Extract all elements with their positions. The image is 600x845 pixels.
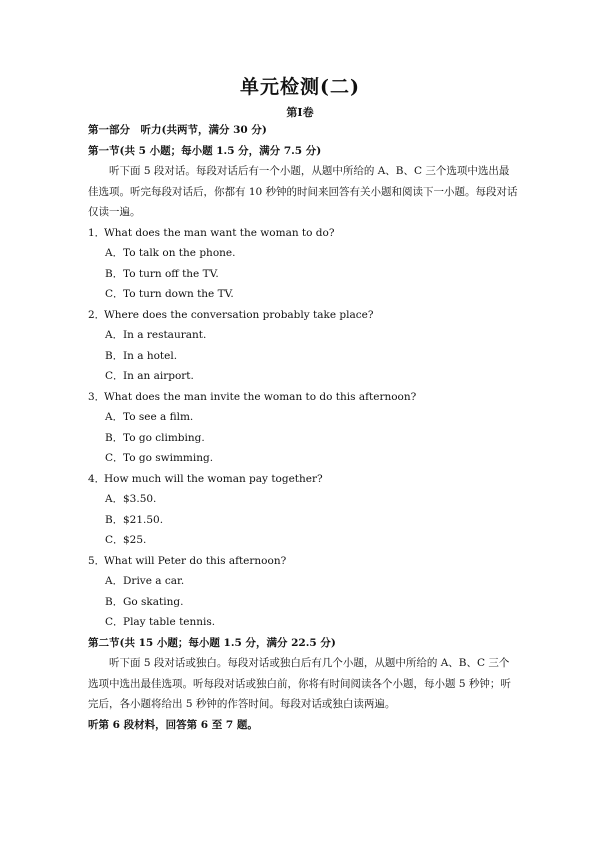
answer-option bbox=[88, 489, 520, 510]
answer-option bbox=[88, 264, 520, 285]
page-title: 单元检测(二) bbox=[240, 76, 360, 98]
option-letter: C． bbox=[105, 452, 124, 464]
answer-option bbox=[88, 243, 520, 264]
section1-heading: 第一节(共 5 小题；每小题 1.5 分，满分 7.5 分) bbox=[88, 144, 322, 157]
answer-option bbox=[88, 284, 520, 305]
option-letter: B． bbox=[105, 513, 124, 526]
section1-instructions-line: 佳选项。听完每段对话后，你都有 10 秒钟的时间来回答有关小题和阅读下一小题。每段对话 bbox=[88, 185, 518, 198]
question-text: What will Peter do this afternoon? bbox=[104, 554, 287, 567]
option-text: To go climbing. bbox=[123, 431, 205, 444]
option-text: Drive a car. bbox=[123, 575, 185, 587]
option-letter: A． bbox=[105, 329, 124, 341]
option-text: To go swimming. bbox=[123, 452, 214, 464]
option-text: In a restaurant. bbox=[123, 329, 207, 341]
question-number: 2． bbox=[88, 308, 106, 321]
option-text: $21.50. bbox=[123, 513, 164, 526]
answer-option bbox=[88, 571, 520, 592]
question-text: What does the man want the woman to do? bbox=[104, 226, 335, 239]
question-number: 5． bbox=[88, 554, 106, 567]
volume-label: 第Ⅰ卷 bbox=[286, 106, 314, 119]
section1-instructions-line: 仅读一遍。 bbox=[88, 206, 141, 218]
option-text: Play table tennis. bbox=[123, 616, 216, 628]
option-text: In an airport. bbox=[123, 370, 194, 382]
answer-option bbox=[88, 510, 520, 531]
question-number: 3． bbox=[88, 390, 106, 403]
question bbox=[88, 387, 520, 408]
answer-option bbox=[88, 448, 520, 469]
answer-option bbox=[88, 592, 520, 613]
material-note: 听第 6 段材料，回答第 6 至 7 题。 bbox=[88, 718, 258, 731]
part-heading: 第一部分 听力(共两节，满分 30 分) bbox=[88, 124, 267, 136]
section2-instructions-line: 听下面 5 段对话或独白。每段对话或独白后有几个小题，从题中所给的 A、B、C 三个 bbox=[109, 657, 510, 669]
option-text: To see a film. bbox=[123, 411, 194, 423]
option-letter: C． bbox=[105, 616, 124, 628]
option-letter: A． bbox=[105, 493, 124, 505]
question bbox=[88, 551, 520, 572]
answer-option bbox=[88, 366, 520, 387]
question bbox=[88, 305, 520, 326]
answer-option bbox=[88, 346, 520, 367]
option-text: $25. bbox=[123, 534, 147, 546]
option-letter: C． bbox=[105, 370, 124, 382]
option-letter: A． bbox=[105, 411, 124, 423]
option-letter: A． bbox=[105, 247, 124, 259]
option-letter: B． bbox=[105, 349, 124, 362]
option-letter: B． bbox=[105, 595, 124, 608]
section2-heading: 第二节(共 15 小题；每小题 1.5 分，满分 22.5 分) bbox=[88, 636, 336, 649]
option-text: Go skating. bbox=[123, 595, 184, 608]
answer-option bbox=[88, 612, 520, 633]
option-text: In a hotel. bbox=[123, 349, 178, 362]
answer-option bbox=[88, 325, 520, 346]
option-letter: C． bbox=[105, 288, 124, 300]
question-text: Where does the conversation probably take place? bbox=[104, 308, 374, 321]
section2-instructions-line: 选项中选出最佳选项。听每段对话或独白前，你将有时间阅读各个小题，每小题 5 秒钟；听 bbox=[88, 677, 511, 690]
answer-option bbox=[88, 407, 520, 428]
option-letter: B． bbox=[105, 431, 124, 444]
option-text: To talk on the phone. bbox=[123, 247, 236, 259]
question bbox=[88, 469, 520, 490]
option-letter: C． bbox=[105, 534, 124, 546]
answer-option bbox=[88, 428, 520, 449]
question-number: 1． bbox=[88, 226, 106, 239]
option-letter: B． bbox=[105, 267, 124, 280]
section1-instructions-line: 听下面 5 段对话。每段对话后有一个小题，从题中所给的 A、B、C 三个选项中选出最 bbox=[109, 165, 510, 177]
option-text: To turn off the TV. bbox=[123, 267, 219, 280]
question-number: 4． bbox=[88, 472, 106, 485]
option-text: $3.50. bbox=[123, 493, 157, 505]
question-text: What does the man invite the woman to do this afternoon? bbox=[104, 390, 417, 403]
option-text: To turn down the TV. bbox=[123, 288, 234, 300]
section2-instructions-line: 完后，各小题将给出 5 秒钟的作答时间。每段对话或独白读两遍。 bbox=[88, 698, 396, 710]
question bbox=[88, 223, 520, 244]
exam-content bbox=[88, 120, 520, 735]
question-text: How much will the woman pay together? bbox=[104, 472, 323, 485]
option-letter: A． bbox=[105, 575, 124, 587]
answer-option bbox=[88, 530, 520, 551]
